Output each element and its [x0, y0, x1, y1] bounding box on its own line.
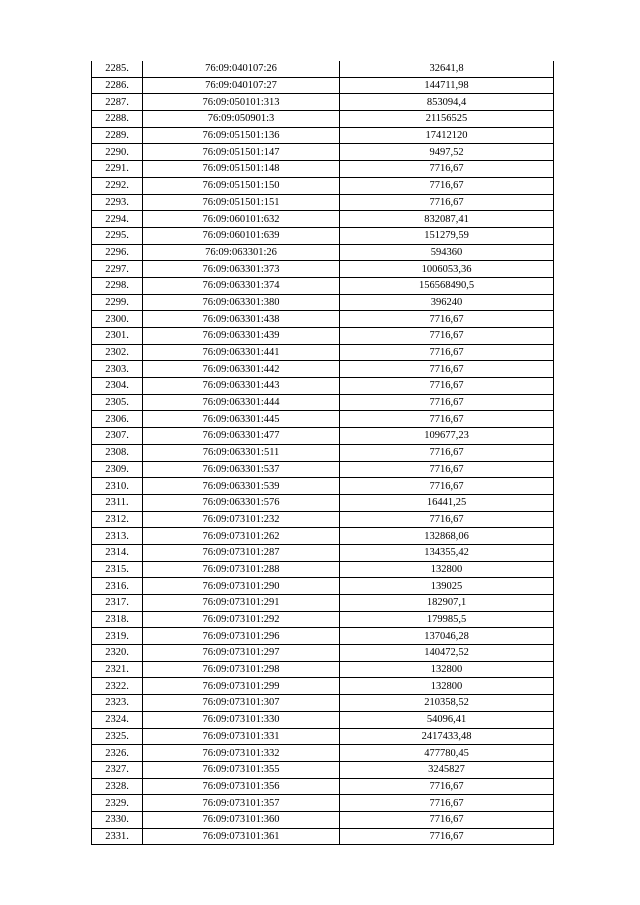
cadastral-value-cell: 7716,67	[340, 311, 554, 328]
table-row	[92, 127, 554, 144]
table-row	[92, 478, 554, 495]
row-number-cell: 2306.	[92, 411, 143, 428]
cadastral-value-cell: 140472,52	[340, 645, 554, 662]
table-row	[92, 428, 554, 445]
cadastral-number-cell: 76:09:063301:477	[143, 428, 340, 445]
table-row	[92, 61, 554, 77]
row-number-cell: 2289.	[92, 127, 143, 144]
table-row	[92, 277, 554, 294]
table-row	[92, 77, 554, 94]
cadastral-value-cell: 7716,67	[340, 378, 554, 395]
cadastral-number-cell: 76:09:073101:356	[143, 778, 340, 795]
cadastral-number-cell: 76:09:073101:290	[143, 578, 340, 595]
cadastral-value-cell: 21156525	[340, 111, 554, 128]
cadastral-number-cell: 76:09:063301:441	[143, 344, 340, 361]
table-row	[92, 645, 554, 662]
cadastral-number-cell: 76:09:073101:288	[143, 561, 340, 578]
cadastral-number-cell: 76:09:050101:313	[143, 94, 340, 111]
row-number-cell: 2324.	[92, 711, 143, 728]
table-row	[92, 795, 554, 812]
table-row	[92, 778, 554, 795]
cadastral-value-cell: 16441,25	[340, 494, 554, 511]
table-row	[92, 711, 554, 728]
table-row	[92, 294, 554, 311]
row-number-cell: 2295.	[92, 227, 143, 244]
row-number-cell: 2319.	[92, 628, 143, 645]
table-row	[92, 311, 554, 328]
row-number-cell: 2313.	[92, 528, 143, 545]
cadastral-number-cell: 76:09:073101:287	[143, 544, 340, 561]
row-number-cell: 2291.	[92, 161, 143, 178]
cadastral-value-cell: 9497,52	[340, 144, 554, 161]
table-row	[92, 361, 554, 378]
table-row	[92, 111, 554, 128]
cadastral-number-cell: 76:09:063301:444	[143, 394, 340, 411]
table-row	[92, 728, 554, 745]
row-number-cell: 2302.	[92, 344, 143, 361]
cadastral-value-cell: 7716,67	[340, 461, 554, 478]
cadastral-number-cell: 76:09:073101:299	[143, 678, 340, 695]
cadastral-value-cell: 7716,67	[340, 811, 554, 828]
cadastral-value-cell: 132800	[340, 561, 554, 578]
table-row	[92, 144, 554, 161]
row-number-cell: 2303.	[92, 361, 143, 378]
row-number-cell: 2330.	[92, 811, 143, 828]
cadastral-value-cell: 7716,67	[340, 394, 554, 411]
cadastral-value-cell: 1006053,36	[340, 261, 554, 278]
table-row	[92, 578, 554, 595]
row-number-cell: 2320.	[92, 645, 143, 662]
row-number-cell: 2331.	[92, 828, 143, 845]
row-number-cell: 2322.	[92, 678, 143, 695]
table-row	[92, 444, 554, 461]
cadastral-number-cell: 76:09:063301:511	[143, 444, 340, 461]
row-number-cell: 2325.	[92, 728, 143, 745]
cadastral-value-cell: 151279,59	[340, 227, 554, 244]
cadastral-number-cell: 76:09:060101:632	[143, 211, 340, 228]
table-row	[92, 528, 554, 545]
cadastral-number-cell: 76:09:073101:355	[143, 761, 340, 778]
cadastral-value-cell: 594360	[340, 244, 554, 261]
cadastral-number-cell: 76:09:063301:373	[143, 261, 340, 278]
table-row	[92, 244, 554, 261]
table-row	[92, 544, 554, 561]
table-row	[92, 811, 554, 828]
row-number-cell: 2321.	[92, 661, 143, 678]
cadastral-value-cell: 7716,67	[340, 511, 554, 528]
row-number-cell: 2301.	[92, 328, 143, 345]
table-row	[92, 494, 554, 511]
row-number-cell: 2316.	[92, 578, 143, 595]
row-number-cell: 2297.	[92, 261, 143, 278]
row-number-cell: 2315.	[92, 561, 143, 578]
table-row	[92, 761, 554, 778]
table-row	[92, 227, 554, 244]
table-row	[92, 161, 554, 178]
cadastral-value-cell: 7716,67	[340, 177, 554, 194]
cadastral-value-cell: 179985,5	[340, 611, 554, 628]
table-row	[92, 211, 554, 228]
row-number-cell: 2323.	[92, 695, 143, 712]
table-row	[92, 411, 554, 428]
cadastral-value-cell: 137046,28	[340, 628, 554, 645]
cadastral-value-cell: 17412120	[340, 127, 554, 144]
cadastral-number-cell: 76:09:040107:26	[143, 61, 340, 77]
cadastral-number-cell: 76:09:063301:539	[143, 478, 340, 495]
cadastral-number-cell: 76:09:073101:296	[143, 628, 340, 645]
cadastral-value-cell: 32641,8	[340, 61, 554, 77]
cadastral-value-cell: 7716,67	[340, 411, 554, 428]
cadastral-value-cell: 7716,67	[340, 194, 554, 211]
cadastral-number-cell: 76:09:073101:292	[143, 611, 340, 628]
table-row	[92, 611, 554, 628]
table-row	[92, 511, 554, 528]
cadastral-number-cell: 76:09:063301:443	[143, 378, 340, 395]
cadastral-value-cell: 144711,98	[340, 77, 554, 94]
cadastral-number-cell: 76:09:073101:307	[143, 695, 340, 712]
table-row	[92, 828, 554, 845]
row-number-cell: 2308.	[92, 444, 143, 461]
table-row	[92, 328, 554, 345]
cadastral-number-cell: 76:09:073101:332	[143, 745, 340, 762]
cadastral-value-cell: 7716,67	[340, 795, 554, 812]
table-row	[92, 745, 554, 762]
cadastral-value-cell: 7716,67	[340, 361, 554, 378]
row-number-cell: 2310.	[92, 478, 143, 495]
row-number-cell: 2290.	[92, 144, 143, 161]
cadastral-value-cell: 156568490,5	[340, 277, 554, 294]
cadastral-number-cell: 76:09:073101:331	[143, 728, 340, 745]
cadastral-number-cell: 76:09:051501:136	[143, 127, 340, 144]
row-number-cell: 2328.	[92, 778, 143, 795]
row-number-cell: 2329.	[92, 795, 143, 812]
cadastral-number-cell: 76:09:073101:262	[143, 528, 340, 545]
cadastral-value-cell: 132868,06	[340, 528, 554, 545]
table-row	[92, 595, 554, 612]
cadastral-value-cell: 853094,4	[340, 94, 554, 111]
cadastral-number-cell: 76:09:073101:298	[143, 661, 340, 678]
cadastral-value-cell: 832087,41	[340, 211, 554, 228]
cadastral-value-cell: 3245827	[340, 761, 554, 778]
row-number-cell: 2318.	[92, 611, 143, 628]
table-row	[92, 678, 554, 695]
cadastral-number-cell: 76:09:063301:439	[143, 328, 340, 345]
row-number-cell: 2294.	[92, 211, 143, 228]
row-number-cell: 2296.	[92, 244, 143, 261]
cadastral-value-cell: 7716,67	[340, 328, 554, 345]
cadastral-number-cell: 76:09:063301:380	[143, 294, 340, 311]
cadastral-value-cell: 7716,67	[340, 444, 554, 461]
cadastral-value-cell: 477780,45	[340, 745, 554, 762]
row-number-cell: 2292.	[92, 177, 143, 194]
row-number-cell: 2307.	[92, 428, 143, 445]
table-body	[92, 61, 554, 845]
row-number-cell: 2314.	[92, 544, 143, 561]
table-row	[92, 661, 554, 678]
cadastral-value-cell: 7716,67	[340, 478, 554, 495]
table-row	[92, 461, 554, 478]
cadastral-number-cell: 76:09:063301:576	[143, 494, 340, 511]
table-row	[92, 261, 554, 278]
row-number-cell: 2285.	[92, 61, 143, 77]
cadastral-number-cell: 76:09:040107:27	[143, 77, 340, 94]
cadastral-value-cell: 210358,52	[340, 695, 554, 712]
row-number-cell: 2286.	[92, 77, 143, 94]
cadastral-number-cell: 76:09:063301:26	[143, 244, 340, 261]
table-row	[92, 378, 554, 395]
cadastral-value-cell: 396240	[340, 294, 554, 311]
cadastral-number-cell: 76:09:051501:151	[143, 194, 340, 211]
cadastral-number-cell: 76:09:063301:438	[143, 311, 340, 328]
row-number-cell: 2300.	[92, 311, 143, 328]
cadastral-number-cell: 76:09:060101:639	[143, 227, 340, 244]
cadastral-number-cell: 76:09:051501:147	[143, 144, 340, 161]
row-number-cell: 2288.	[92, 111, 143, 128]
cadastral-number-cell: 76:09:073101:357	[143, 795, 340, 812]
row-number-cell: 2317.	[92, 595, 143, 612]
table-row	[92, 344, 554, 361]
cadastral-value-cell: 7716,67	[340, 828, 554, 845]
table-row	[92, 695, 554, 712]
row-number-cell: 2298.	[92, 277, 143, 294]
row-number-cell: 2309.	[92, 461, 143, 478]
row-number-cell: 2287.	[92, 94, 143, 111]
row-number-cell: 2311.	[92, 494, 143, 511]
row-number-cell: 2326.	[92, 745, 143, 762]
table-row	[92, 394, 554, 411]
cadastral-number-cell: 76:09:073101:360	[143, 811, 340, 828]
cadastral-number-cell: 76:09:073101:330	[143, 711, 340, 728]
cadastral-number-cell: 76:09:073101:297	[143, 645, 340, 662]
row-number-cell: 2327.	[92, 761, 143, 778]
table-row	[92, 561, 554, 578]
cadastral-number-cell: 76:09:051501:150	[143, 177, 340, 194]
table-row	[92, 628, 554, 645]
table-row	[92, 94, 554, 111]
cadastral-value-cell: 2417433,48	[340, 728, 554, 745]
cadastral-value-table	[91, 61, 554, 845]
cadastral-number-cell: 76:09:051501:148	[143, 161, 340, 178]
cadastral-number-cell: 76:09:073101:291	[143, 595, 340, 612]
cadastral-number-cell: 76:09:050901:3	[143, 111, 340, 128]
cadastral-value-cell: 132800	[340, 661, 554, 678]
cadastral-value-cell: 109677,23	[340, 428, 554, 445]
row-number-cell: 2293.	[92, 194, 143, 211]
cadastral-number-cell: 76:09:063301:445	[143, 411, 340, 428]
cadastral-value-cell: 132800	[340, 678, 554, 695]
table-row	[92, 177, 554, 194]
table-row	[92, 194, 554, 211]
row-number-cell: 2305.	[92, 394, 143, 411]
cadastral-value-cell: 7716,67	[340, 161, 554, 178]
cadastral-number-cell: 76:09:063301:537	[143, 461, 340, 478]
row-number-cell: 2304.	[92, 378, 143, 395]
cadastral-value-cell: 54096,41	[340, 711, 554, 728]
cadastral-value-cell: 7716,67	[340, 778, 554, 795]
cadastral-value-cell: 134355,42	[340, 544, 554, 561]
row-number-cell: 2299.	[92, 294, 143, 311]
cadastral-value-cell: 7716,67	[340, 344, 554, 361]
cadastral-number-cell: 76:09:063301:374	[143, 277, 340, 294]
cadastral-number-cell: 76:09:073101:232	[143, 511, 340, 528]
cadastral-number-cell: 76:09:063301:442	[143, 361, 340, 378]
cadastral-value-cell: 139025	[340, 578, 554, 595]
cadastral-value-cell: 182907,1	[340, 595, 554, 612]
row-number-cell: 2312.	[92, 511, 143, 528]
cadastral-number-cell: 76:09:073101:361	[143, 828, 340, 845]
